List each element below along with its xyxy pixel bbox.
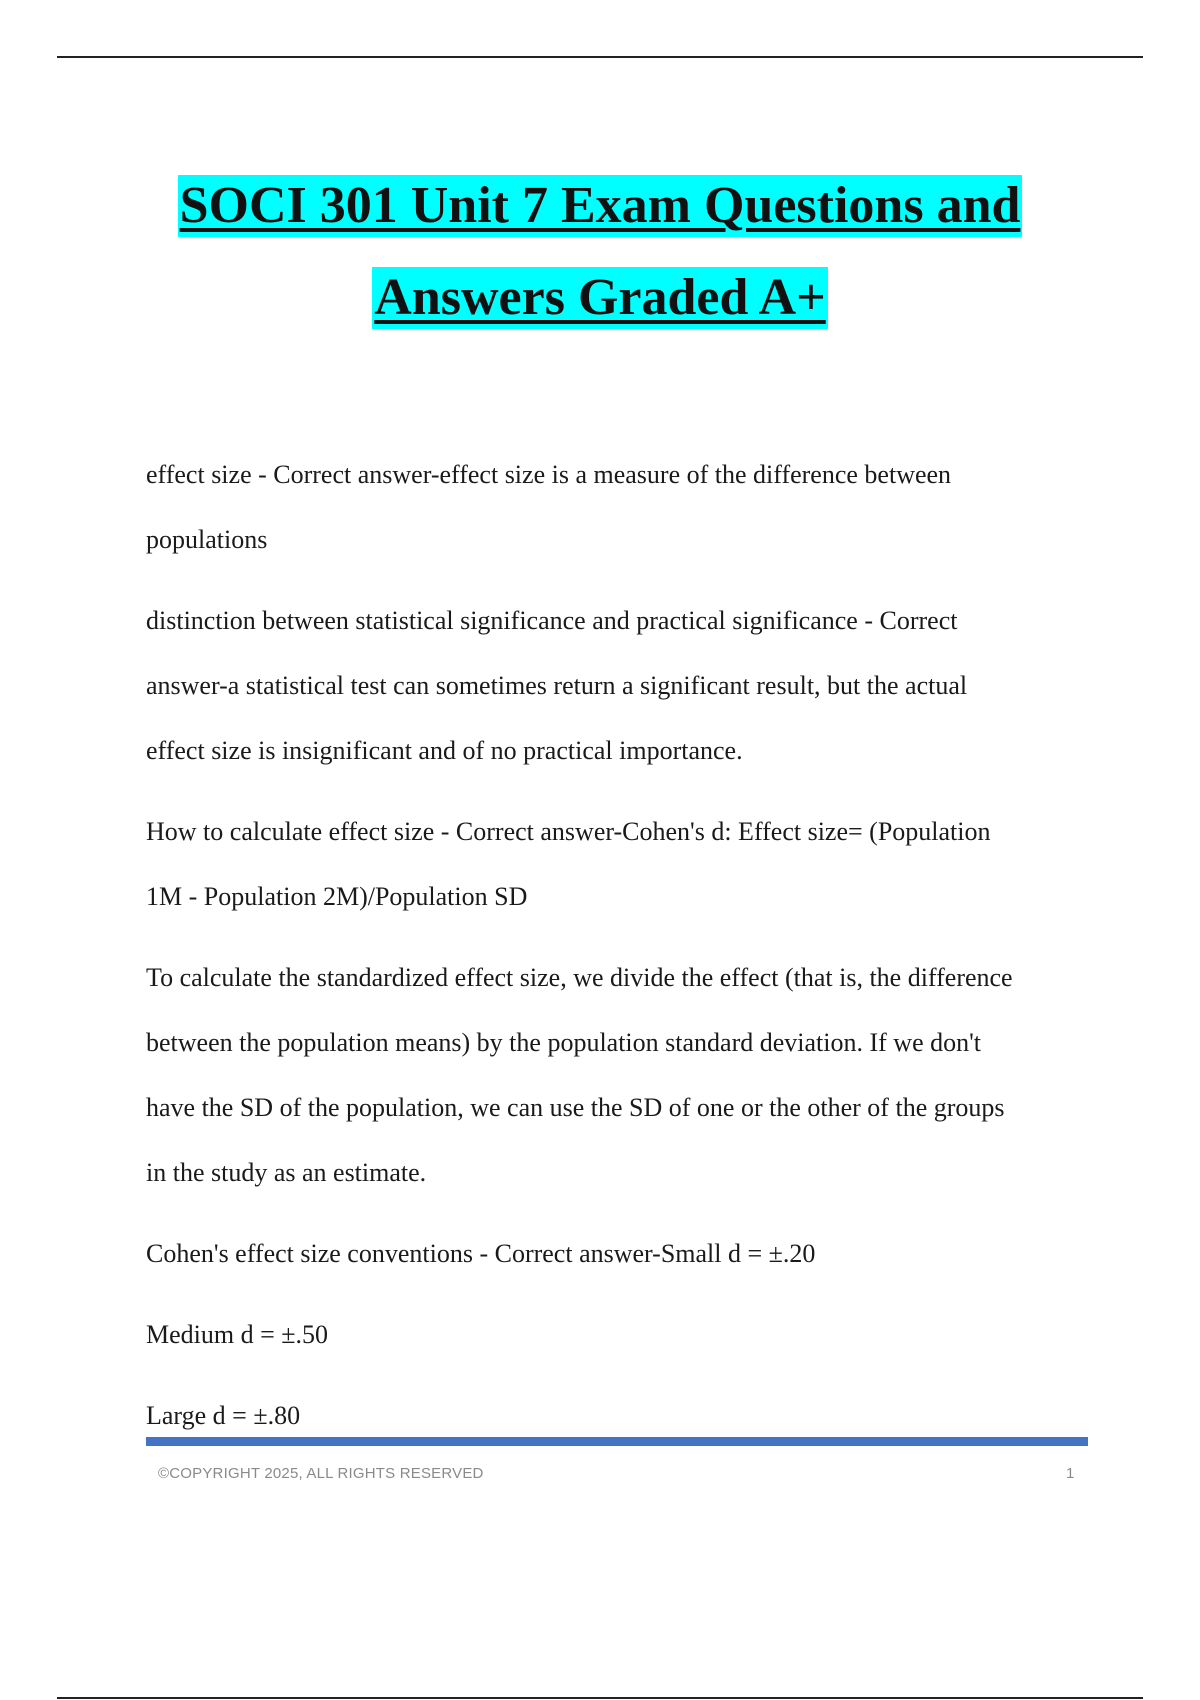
bottom-page-rule xyxy=(57,1697,1143,1699)
text-line: between the population means) by the population standard deviation. If we don't xyxy=(146,1028,982,1057)
text-line: have the SD of the population, we can use the SD of one or the other of the groups xyxy=(146,1093,1005,1122)
paragraph-calculate-effect-size xyxy=(146,799,1096,929)
text-line: answer-a statistical test can sometimes return a significant result, but the actual xyxy=(146,671,968,700)
text-line: distinction between statistical significance and practical significance - Correct xyxy=(146,606,958,635)
text-line: Cohen's effect size conventions - Correct answer-Small d = ±.20 xyxy=(146,1239,816,1268)
text-line: Medium d = ±.50 xyxy=(146,1320,329,1349)
top-page-rule xyxy=(57,56,1143,58)
title-line-2: Answers Graded A+ xyxy=(372,267,827,329)
paragraph-significance-distinction xyxy=(146,588,1096,783)
footer-copyright: ©COPYRIGHT 2025, ALL RIGHTS RESERVED xyxy=(158,1465,484,1482)
footer-divider-bar xyxy=(146,1437,1088,1446)
title-line-1: SOCI 301 Unit 7 Exam Questions and xyxy=(178,175,1023,237)
paragraph-standardized-effect-size xyxy=(146,945,1096,1205)
text-line: effect size is insignificant and of no practical importance. xyxy=(146,736,743,765)
text-line: How to calculate effect size - Correct answer-Cohen's d: Effect size= (Population xyxy=(146,817,991,846)
text-line: effect size - Correct answer-effect size is a measure of the difference between xyxy=(146,460,952,489)
document-body xyxy=(146,442,1096,1464)
text-line: populations xyxy=(146,525,268,554)
document-title xyxy=(0,175,1200,359)
footer-page-number: 1 xyxy=(1066,1465,1075,1482)
paragraph-medium-d xyxy=(146,1302,1096,1367)
paragraph-effect-size xyxy=(146,442,1096,572)
paragraph-cohen-conventions xyxy=(146,1221,1096,1286)
text-line: Large d = ±.80 xyxy=(146,1401,301,1430)
text-line: in the study as an estimate. xyxy=(146,1158,427,1187)
text-line: To calculate the standardized effect size, we divide the effect (that is, the difference xyxy=(146,963,1013,992)
text-line: 1M - Population 2M)/Population SD xyxy=(146,882,528,911)
